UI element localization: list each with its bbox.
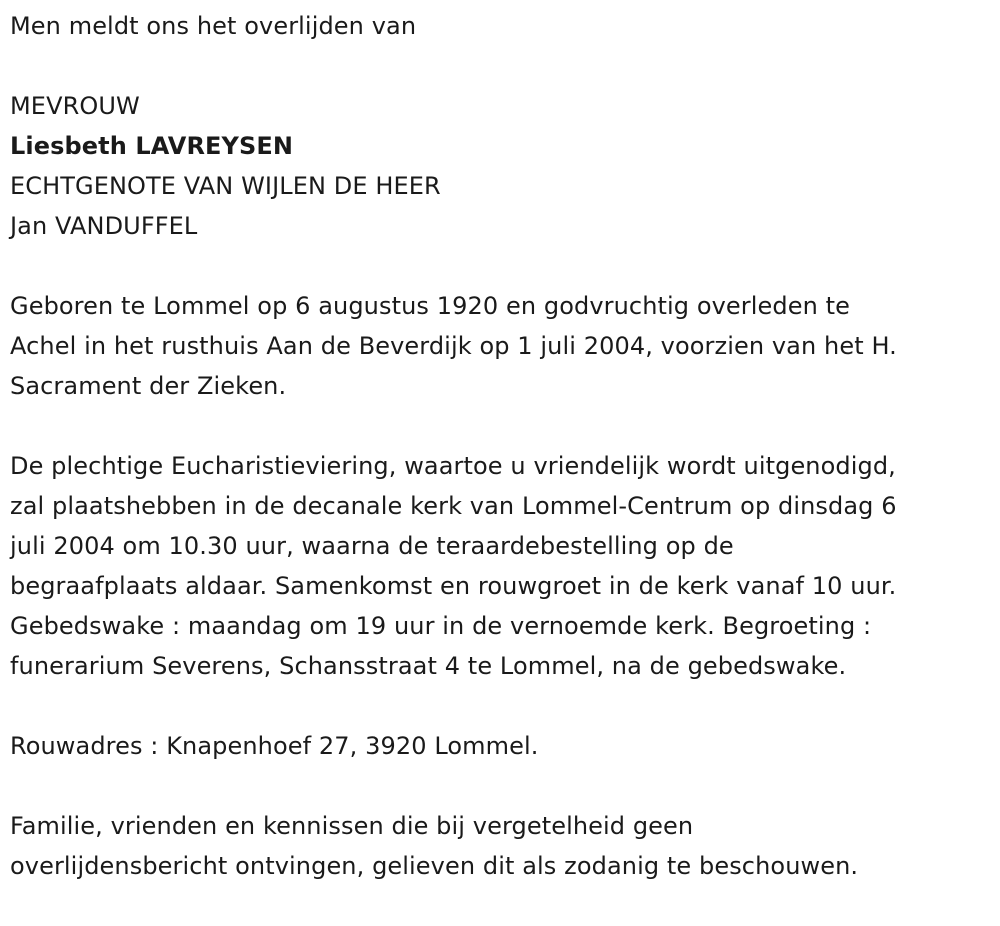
paragraph-line: Achel in het rusthuis Aan de Beverdijk op 1 juli 2004, voorzien van het H. xyxy=(10,332,897,360)
spacer xyxy=(10,46,1000,86)
paragraph-line: funerarium Severens, Schansstraat 4 te Lommel, na de gebedswake. xyxy=(10,652,847,680)
spacer xyxy=(10,406,1000,446)
paragraph-line: Familie, vrienden en kennissen die bij vergetelheid geen xyxy=(10,812,694,840)
paragraph-line: Geboren te Lommel op 6 augustus 1920 en godvruchtig overleden te xyxy=(10,292,851,320)
intro-text: Men meldt ons het overlijden van xyxy=(10,12,417,40)
spouse-label: ECHTGENOTE VAN WIJLEN DE HEER xyxy=(10,172,441,200)
birth-death-paragraph xyxy=(10,286,1000,406)
paragraph-line: De plechtige Eucharistieviering, waartoe u vriendelijk wordt uitgenodigd, xyxy=(10,452,896,480)
spouse-name: Jan VANDUFFEL xyxy=(10,212,198,240)
spacer xyxy=(10,246,1000,286)
ceremony-paragraph xyxy=(10,446,1000,686)
deceased-name: Liesbeth LAVREYSEN xyxy=(10,132,294,160)
paragraph-line: juli 2004 om 10.30 uur, waarna de teraardebestelling op de xyxy=(10,532,734,560)
paragraph-line: begraafplaats aldaar. Samenkomst en rouwgroet in de kerk vanaf 10 uur. xyxy=(10,572,897,600)
closing-paragraph xyxy=(10,806,1000,886)
paragraph-line: Gebedswake : maandag om 19 uur in de vernoemde kerk. Begroeting : xyxy=(10,612,872,640)
title-text: MEVROUW xyxy=(10,92,140,120)
spacer xyxy=(10,686,1000,726)
paragraph-line: overlijdensbericht ontvingen, gelieven dit als zodanig te beschouwen. xyxy=(10,852,859,880)
spacer xyxy=(10,766,1000,806)
paragraph-line: Sacrament der Zieken. xyxy=(10,372,287,400)
mourning-address: Rouwadres : Knapenhoef 27, 3920 Lommel. xyxy=(10,732,539,760)
paragraph-line: zal plaatshebben in de decanale kerk van Lommel-Centrum op dinsdag 6 xyxy=(10,492,897,520)
